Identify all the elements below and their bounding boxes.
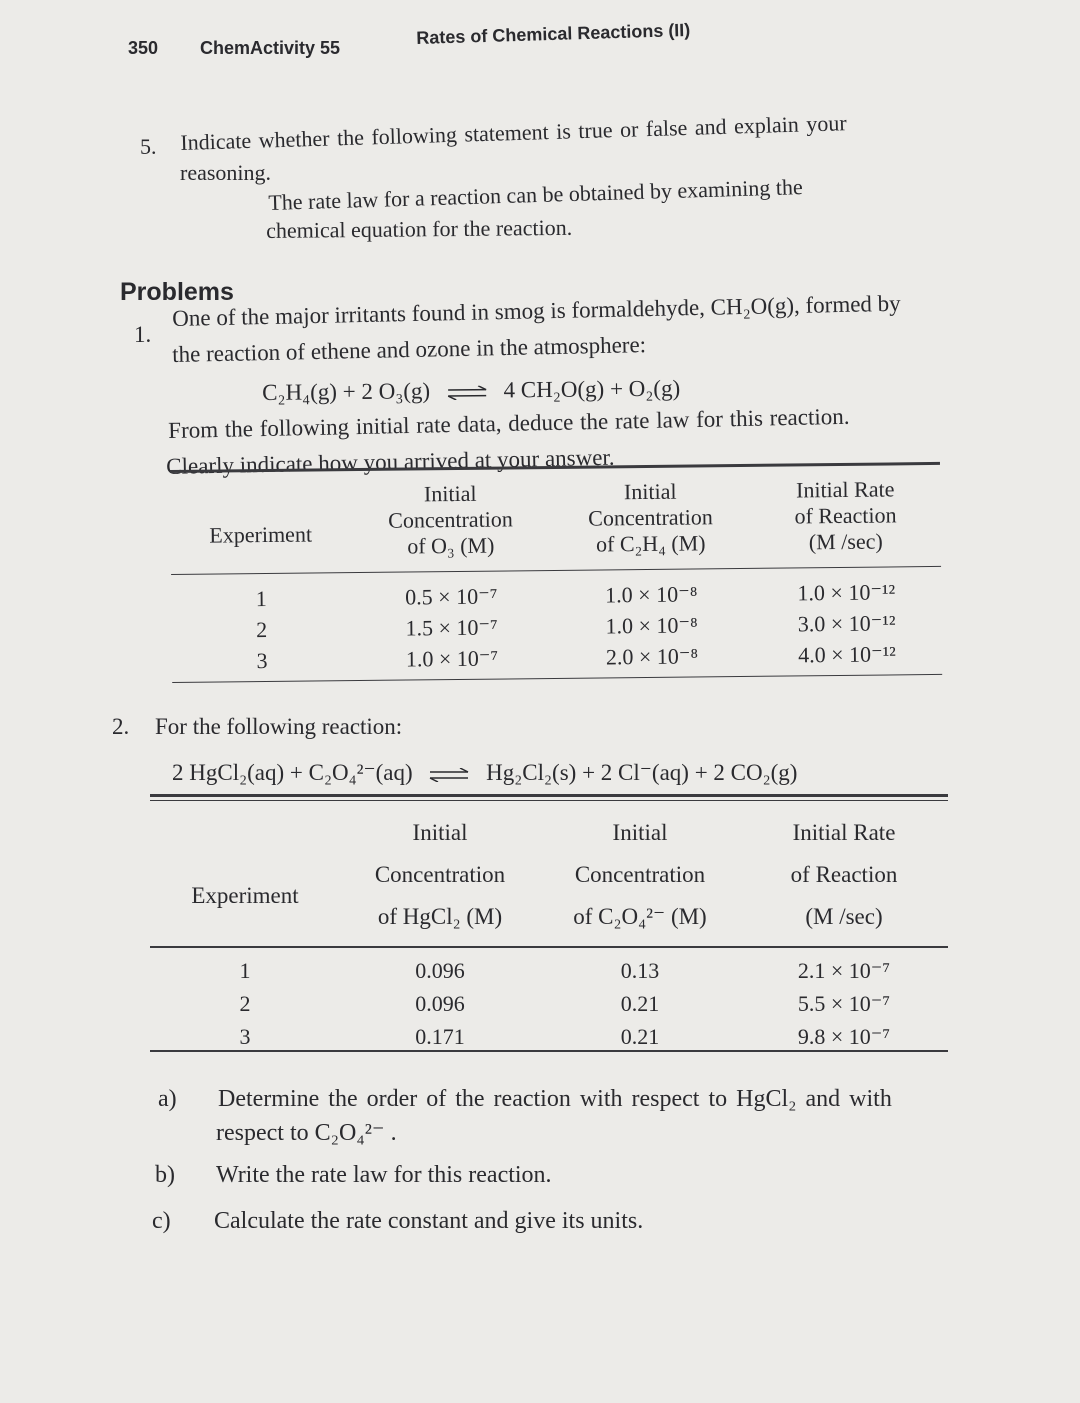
problem-text-line-4: Clearly indicate how you arrived at your answer. [166, 444, 615, 479]
table-top-rule-double [150, 800, 948, 801]
equation-reactants: 2 HgCl₂(aq) + C₂O₄²⁻(aq) [172, 760, 413, 785]
page-number: 350 [128, 38, 159, 58]
table-header [150, 812, 948, 938]
header-rate: Initial Rate of Reaction (M /sec) [794, 476, 897, 555]
part-a-text-cont: respect to C₂O₄²⁻ . [216, 1120, 397, 1146]
activity-label: ChemActivity 55 [200, 38, 341, 58]
header-rate: Initial Rate of Reaction (M /sec) [790, 820, 898, 929]
reaction-equation [262, 376, 680, 406]
table-row: 1 0.096 0.13 2.1 × 10⁻⁷ [239, 958, 891, 983]
table-row: 3 1.0 × 10⁻⁷ 2.0 × 10⁻⁸ 4.0 × 10⁻¹² [256, 641, 896, 674]
part-c-label: c) [152, 1208, 171, 1234]
part-b-text: Write the rate law for this reaction. [216, 1162, 552, 1188]
problem-text-line-2: the reaction of ethene and ozone in the atmosphere: [172, 332, 647, 367]
rate-data-table-2 [150, 794, 950, 1056]
table-body [171, 576, 942, 677]
problem-text-line-3: From the following initial rate data, deduce the rate law for this reaction. [168, 403, 850, 443]
table-row: 1 0.5 × 10⁻⁷ 1.0 × 10⁻⁸ 1.0 × 10⁻¹² [255, 579, 896, 612]
header-c2h4-conc: Initial Concentration of C₂H₄ (M) [588, 478, 713, 557]
statement-line-1: The rate law for a reaction can be obtained by examining the [268, 174, 804, 215]
question-text-cont: reasoning. [180, 160, 272, 185]
table-header-rule [171, 566, 941, 575]
problem-number: 1. [134, 322, 152, 347]
table-header-rule [150, 946, 948, 948]
rate-data-table-1 [170, 462, 952, 690]
reaction-equation [172, 760, 797, 786]
part-a-text: Determine the order of the reaction with respect to HgCl₂ and with [218, 1086, 892, 1112]
equilibrium-arrow-icon [428, 768, 470, 782]
question-number: 5. [140, 134, 157, 159]
part-c-text: Calculate the rate constant and give its units. [214, 1208, 644, 1234]
header-oxalate-conc: Initial Concentration of C₂O₄²⁻ (M) [573, 820, 707, 929]
question-text: Indicate whether the following statement is true or false and explain your [180, 110, 847, 155]
table-row: 2 0.096 0.21 5.5 × 10⁻⁷ [239, 991, 891, 1016]
header-o3-conc: Initial Concentration of O₃ (M) [388, 480, 513, 559]
equation-products: 4 CH₂O(g) + O₂(g) [503, 375, 681, 403]
header-experiment: Experiment [191, 883, 299, 908]
table-body [150, 954, 948, 1053]
equation-reactants: C₂H₄(g) + 2 O₃(g) [262, 378, 431, 405]
table-bottom-rule [150, 1050, 948, 1052]
statement-line-2: chemical equation for the reaction. [266, 214, 573, 243]
equilibrium-arrow-icon [446, 385, 488, 399]
problem-text-line-1: One of the major irritants found in smog is formaldehyde, CH₂O(g), formed by [172, 290, 901, 331]
table-header [170, 476, 941, 562]
header-hgcl2-conc: Initial Concentration of HgCl₂ (M) [374, 820, 506, 929]
table-top-rule [150, 794, 948, 797]
problem-number: 2. [112, 714, 130, 739]
header-experiment: Experiment [209, 521, 313, 548]
part-b-label: b) [155, 1162, 175, 1188]
chapter-title: Rates of Chemical Reactions (II) [416, 19, 691, 48]
problems-heading: Problems [120, 278, 234, 306]
equation-products: Hg₂Cl₂(s) + 2 Cl⁻(aq) + 2 CO₂(g) [486, 760, 798, 785]
table-row: 3 0.171 0.21 9.8 × 10⁻⁷ [239, 1024, 891, 1049]
table-row: 2 1.5 × 10⁻⁷ 1.0 × 10⁻⁸ 3.0 × 10⁻¹² [256, 610, 896, 643]
part-a-label: a) [158, 1086, 177, 1112]
problem-intro: For the following reaction: [155, 714, 403, 739]
